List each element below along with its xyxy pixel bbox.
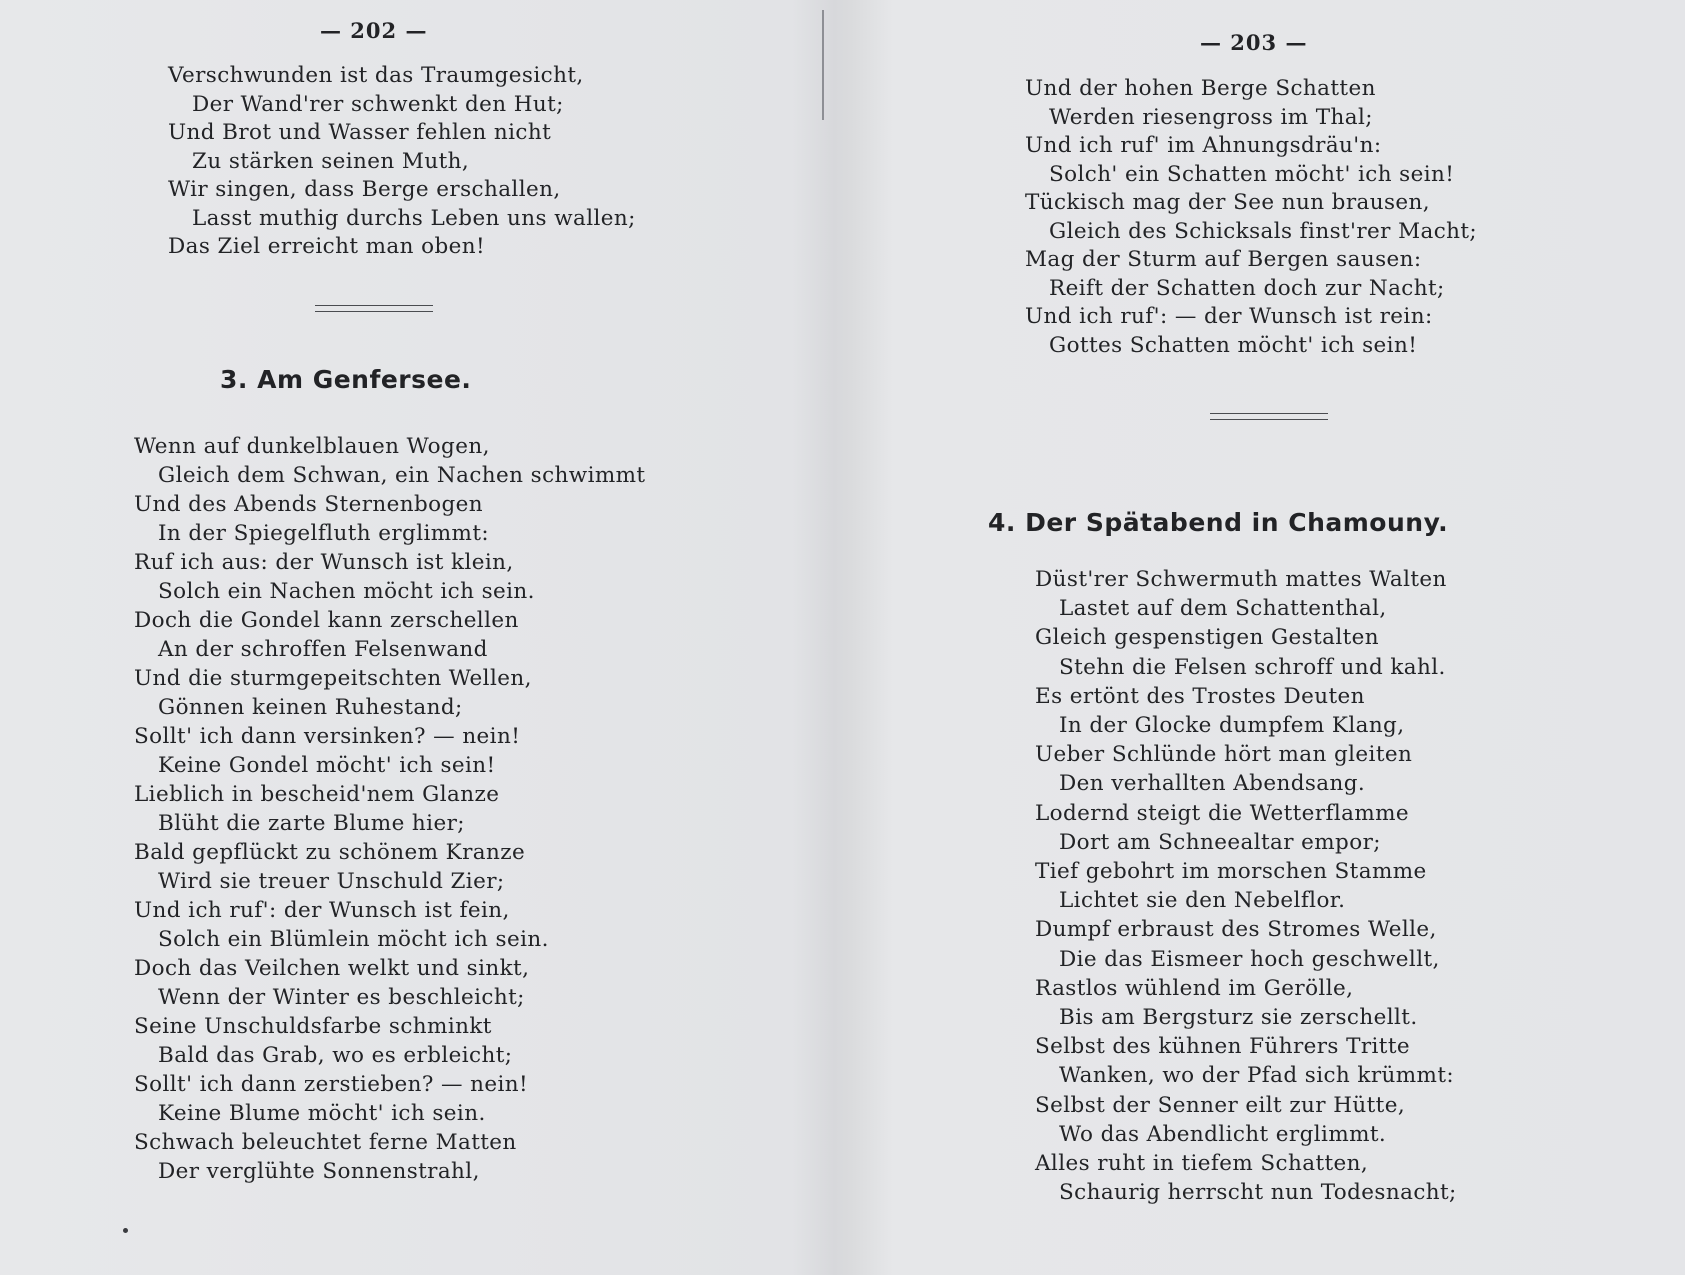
poem-line: Der Wand'rer schwenkt den Hut; [192, 91, 564, 117]
poem-line: An der schroffen Felsenwand [158, 637, 488, 662]
poem-line: Doch die Gondel kann zerschellen [134, 608, 519, 633]
poem-line: Lasst muthig durchs Leben uns wallen; [192, 205, 636, 231]
poem-line: Schaurig herrscht nun Todesnacht; [1059, 1180, 1457, 1206]
poem-line: Verschwunden ist das Traumgesicht, [168, 63, 584, 88]
right-stanza-end [1025, 75, 1477, 360]
poem-line: Wo das Abendlicht erglimmt. [1059, 1121, 1387, 1147]
poem-line: Der verglühte Sonnenstrahl, [158, 1159, 480, 1184]
poem-line: Und ich ruf': — der Wunsch ist rein: [1025, 304, 1433, 329]
poem-line: Selbst des kühnen Führers Tritte [1035, 1034, 1410, 1060]
poem-line: Und ich ruf': der Wunsch ist fein, [134, 898, 510, 923]
poem-line: Wir singen, dass Berge erschallen, [168, 177, 561, 202]
page-number-right: — 203 — [1200, 30, 1308, 55]
poem-line: Tückisch mag der See nun brausen, [1025, 190, 1431, 215]
poem-line: Ueber Schlünde hört man gleiten [1035, 742, 1413, 768]
section-divider-left [315, 305, 433, 312]
poem-line: Doch das Veilchen welkt und sinkt, [134, 956, 530, 981]
poem-line: Lodernd steigt die Wetterflamme [1035, 800, 1410, 826]
poem-line: Und die sturmgepeitschten Wellen, [134, 666, 532, 691]
poem-line: Bis am Bergsturz sie zerschellt. [1059, 1005, 1418, 1031]
heading-am-genfersee: 3. Am Genfersee. [220, 365, 472, 394]
poem-line: Stehn die Felsen schroff und kahl. [1059, 654, 1446, 680]
poem-line: Bald das Grab, wo es erbleicht; [158, 1043, 513, 1068]
poem-line: Tief gebohrt im morschen Stamme [1035, 859, 1427, 885]
poem-line: Blüht die zarte Blume hier; [158, 811, 465, 836]
poem-line: Wanken, wo der Pfad sich krümmt: [1059, 1063, 1455, 1089]
poem-line: Sollt' ich dann versinken? — nein! [134, 724, 521, 749]
poem-line: Dumpf erbraust des Stromes Welle, [1035, 917, 1437, 943]
poem-line: Das Ziel erreicht man oben! [168, 234, 486, 259]
section-divider-right [1210, 413, 1328, 420]
poem-line: Sollt' ich dann zerstieben? — nein! [134, 1072, 529, 1097]
gutter-line [822, 10, 824, 120]
poem-line: Schwach beleuchtet ferne Matten [134, 1130, 517, 1155]
poem-line: Alles ruht in tiefem Schatten, [1035, 1151, 1369, 1177]
poem-line: Bald gepflückt zu schönem Kranze [134, 840, 526, 865]
poem-am-genfersee [134, 432, 645, 1186]
poem-line: In der Glocke dumpfem Klang, [1059, 713, 1405, 739]
poem-line: Dort am Schneealtar empor; [1059, 829, 1381, 855]
poem-line: Wenn auf dunkelblauen Wogen, [134, 434, 490, 459]
poem-line: Zu stärken seinen Muth, [192, 148, 470, 174]
poem-line: Lastet auf dem Schattenthal, [1059, 596, 1387, 622]
poem-line: Solch ein Nachen möcht ich sein. [158, 579, 535, 604]
poem-line: Selbst der Senner eilt zur Hütte, [1035, 1092, 1406, 1118]
poem-line: Keine Blume möcht' ich sein. [158, 1101, 486, 1126]
poem-line: Solch' ein Schatten möcht' ich sein! [1049, 161, 1455, 187]
poem-line: Mag der Sturm auf Bergen sausen: [1025, 247, 1422, 272]
poem-line: Werden riesengross im Thal; [1049, 104, 1373, 130]
ink-mark [123, 1228, 128, 1233]
poem-line: Gleich des Schicksals finst'rer Macht; [1049, 218, 1478, 244]
page-number-left: — 202 — [320, 18, 428, 43]
left-stanza-end [168, 62, 636, 262]
poem-line: Gleich dem Schwan, ein Nachen schwimmt [158, 463, 646, 488]
heading-spaetabend-chamouny: 4. Der Spätabend in Chamouny. [988, 508, 1449, 537]
poem-line: Lichtet sie den Nebelflor. [1059, 888, 1346, 914]
poem-line: Lieblich in bescheid'nem Glanze [134, 782, 500, 807]
poem-line: Gottes Schatten möcht' ich sein! [1049, 332, 1418, 358]
poem-line: In der Spiegelfluth erglimmt: [158, 521, 490, 546]
poem-line: Es ertönt des Trostes Deuten [1035, 683, 1365, 709]
poem-line: Wenn der Winter es beschleicht; [158, 985, 525, 1010]
poem-line: Düst'rer Schwermuth mattes Walten [1035, 567, 1447, 592]
poem-line: Seine Unschuldsfarbe schminkt [134, 1014, 492, 1039]
poem-line: Gleich gespenstigen Gestalten [1035, 625, 1380, 651]
poem-line: Wird sie treuer Unschuld Zier; [158, 869, 505, 894]
poem-spaetabend-chamouny [1035, 565, 1457, 1207]
poem-line: Und ich ruf' im Ahnungsdräu'n: [1025, 133, 1382, 158]
poem-line: Reift der Schatten doch zur Nacht; [1049, 275, 1445, 301]
poem-line: Und des Abends Sternenbogen [134, 492, 484, 517]
poem-line: Keine Gondel möcht' ich sein! [158, 753, 496, 778]
poem-line: Gönnen keinen Ruhestand; [158, 695, 463, 720]
poem-line: Ruf ich aus: der Wunsch ist klein, [134, 550, 514, 575]
poem-line: Und Brot und Wasser fehlen nicht [168, 120, 552, 145]
poem-line: Rastlos wühlend im Gerölle, [1035, 975, 1354, 1001]
poem-line: Und der hohen Berge Schatten [1025, 76, 1376, 101]
poem-line: Die das Eismeer hoch geschwellt, [1059, 946, 1440, 972]
poem-line: Den verhallten Abendsang. [1059, 771, 1366, 797]
poem-line: Solch ein Blümlein möcht ich sein. [158, 927, 549, 952]
